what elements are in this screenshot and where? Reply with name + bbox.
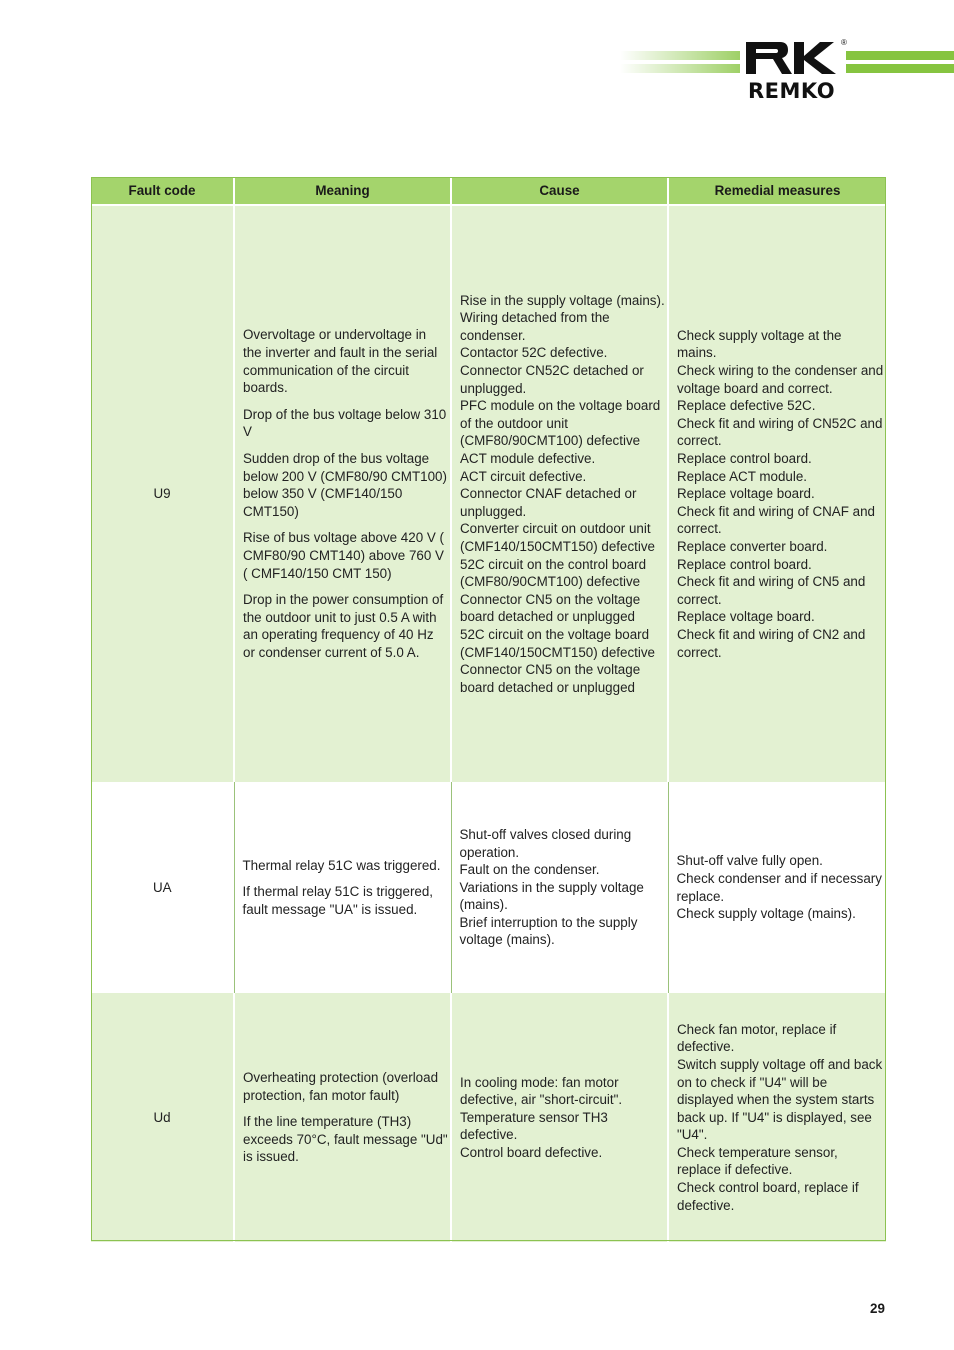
meaning-paragraph: Overvoltage or undervoltage in the inverter and fault in the serial communication of the circuit boards. xyxy=(243,327,438,396)
remedy-line: Check fit and wiring of CN2 and correct. xyxy=(677,626,866,660)
cause-line: ACT module defective. xyxy=(460,451,596,467)
cause-line: Control board defective. xyxy=(460,1144,603,1160)
cause-line: Brief interruption to the supply voltage (mains). xyxy=(459,914,638,948)
cause-line: Connector CN5 on the voltage board detached or unplugged xyxy=(460,662,641,695)
table-row-ua xyxy=(91,782,886,993)
cause-line: PFC module on the voltage board of the outdoor unit (CMF80/90CMT100) defective xyxy=(460,398,661,449)
remedy-line: Check condenser and if necessary replace. xyxy=(676,870,882,904)
remko-logo xyxy=(740,38,846,104)
remedy-line: Replace control board. xyxy=(677,451,812,467)
meaning-paragraph: Drop of the bus voltage below 310 V xyxy=(243,406,447,440)
remedy-line: Check fit and wiring of CN5 and correct. xyxy=(677,574,866,607)
remedy-line: Replace voltage board. xyxy=(677,609,815,625)
cause-cell xyxy=(451,782,668,993)
remedy-cell xyxy=(668,205,886,782)
cause-line: Wiring detached from the condenser. xyxy=(460,310,610,343)
meaning-paragraph: Thermal relay 51C was triggered. xyxy=(242,857,441,873)
fault-code-cell: U9 xyxy=(91,205,234,782)
table-row-u9 xyxy=(91,205,886,782)
remedy-line: Check fit and wiring of CN52C and correct. xyxy=(677,415,883,449)
registered-mark: ® xyxy=(841,38,847,47)
remedy-line: Replace ACT module. xyxy=(677,468,808,484)
meaning-paragraph: If the line temperature (TH3) exceeds 70°C, fault message "Ud" is issued. xyxy=(243,1114,448,1165)
cause-line: 52C circuit on the voltage board (CMF140/150CMT150) defective xyxy=(460,626,655,660)
cause-line: Fault on the condenser. xyxy=(459,862,600,878)
meaning-paragraph: If thermal relay 51C is triggered, fault message "UA" is issued. xyxy=(242,884,434,917)
cause-line: Temperature sensor TH3 defective. xyxy=(460,1109,608,1143)
remedy-line: Replace defective 52C. xyxy=(677,398,816,414)
fault-code-cell: UA xyxy=(91,782,234,993)
meaning-paragraph: Drop in the power consumption of the outdoor unit to just 0.5 A with an operating frequency of 40 Hz or condenser current of 5.0 A. xyxy=(243,592,444,660)
remedy-line: Check temperature sensor, replace if defective. xyxy=(677,1144,838,1178)
cause-line: ACT circuit defective. xyxy=(460,468,587,484)
cause-line: Rise in the supply voltage (mains). xyxy=(460,292,665,308)
cause-cell xyxy=(451,993,668,1242)
meaning-cell xyxy=(234,782,451,993)
remedy-line: Replace voltage board. xyxy=(677,486,815,502)
table-header-row xyxy=(91,177,886,205)
meaning-paragraph: Overheating protection (overload protection, fan motor fault) xyxy=(243,1070,439,1103)
remedy-cell xyxy=(668,993,886,1242)
meaning-paragraph: Rise of bus voltage above 420 V ( CMF80/90 CMT140) above 760 V ( CMF140/150 CMT 150) xyxy=(243,530,444,581)
remedy-line: Shut-off valve fully open. xyxy=(676,853,823,869)
cause-line: In cooling mode: fan motor defective, air "short-circuit". xyxy=(460,1074,623,1108)
cause-line: Connector CN5 on the voltage board detached or unplugged xyxy=(460,591,641,625)
meaning-cell xyxy=(234,993,451,1242)
brand-name: REMKO xyxy=(748,79,836,103)
remedy-line: Check fan motor, replace if defective. xyxy=(677,1021,837,1055)
meaning-cell xyxy=(234,205,451,782)
cause-line: Variations in the supply voltage (mains). xyxy=(459,879,644,913)
cause-line: Converter circuit on outdoor unit (CMF140/150CMT150) defective xyxy=(460,521,655,554)
remedy-line: Check supply voltage (mains). xyxy=(676,906,856,922)
remedy-line: Check control board, replace if defective. xyxy=(677,1180,859,1213)
remko-logo-mark-icon xyxy=(740,38,846,80)
header-cause: Cause xyxy=(451,177,668,205)
cause-line: Connector CNAF detached or unplugged. xyxy=(460,486,637,519)
meaning-paragraph: Sudden drop of the bus voltage below 200 V (CMF80/90 CMT100) below 350 V (CMF140/150 CMT150) xyxy=(243,451,447,519)
page-number: 29 xyxy=(870,1301,885,1316)
cause-line: 52C circuit on the control board (CMF80/90CMT100) defective xyxy=(460,556,647,590)
cause-line: Shut-off valves closed during operation. xyxy=(459,826,632,860)
fault-code-table xyxy=(91,177,886,1242)
remedy-line: Check wiring to the condenser and voltage board and correct. xyxy=(677,363,884,396)
remedy-line: Replace converter board. xyxy=(677,538,828,554)
table-row-ud xyxy=(91,993,886,1242)
header-meaning: Meaning xyxy=(234,177,451,205)
cause-line: Contactor 52C defective. xyxy=(460,345,608,361)
header-remedial-measures: Remedial measures xyxy=(668,177,886,205)
cause-line: Connector CN52C detached or unplugged. xyxy=(460,363,644,396)
remedy-line: Check fit and wiring of CNAF and correct. xyxy=(677,503,875,537)
remedy-cell xyxy=(668,782,886,993)
remedy-line: Replace control board. xyxy=(677,556,812,572)
header-fault-code: Fault code xyxy=(91,177,234,205)
remedy-line: Switch supply voltage off and back on to check if "U4" will be displayed when the system starts back up. If "U4" is displayed, see "U4". xyxy=(677,1056,883,1143)
cause-cell xyxy=(451,205,668,782)
fault-code-cell: Ud xyxy=(91,993,234,1242)
remedy-line: Check supply voltage at the mains. xyxy=(677,327,842,361)
